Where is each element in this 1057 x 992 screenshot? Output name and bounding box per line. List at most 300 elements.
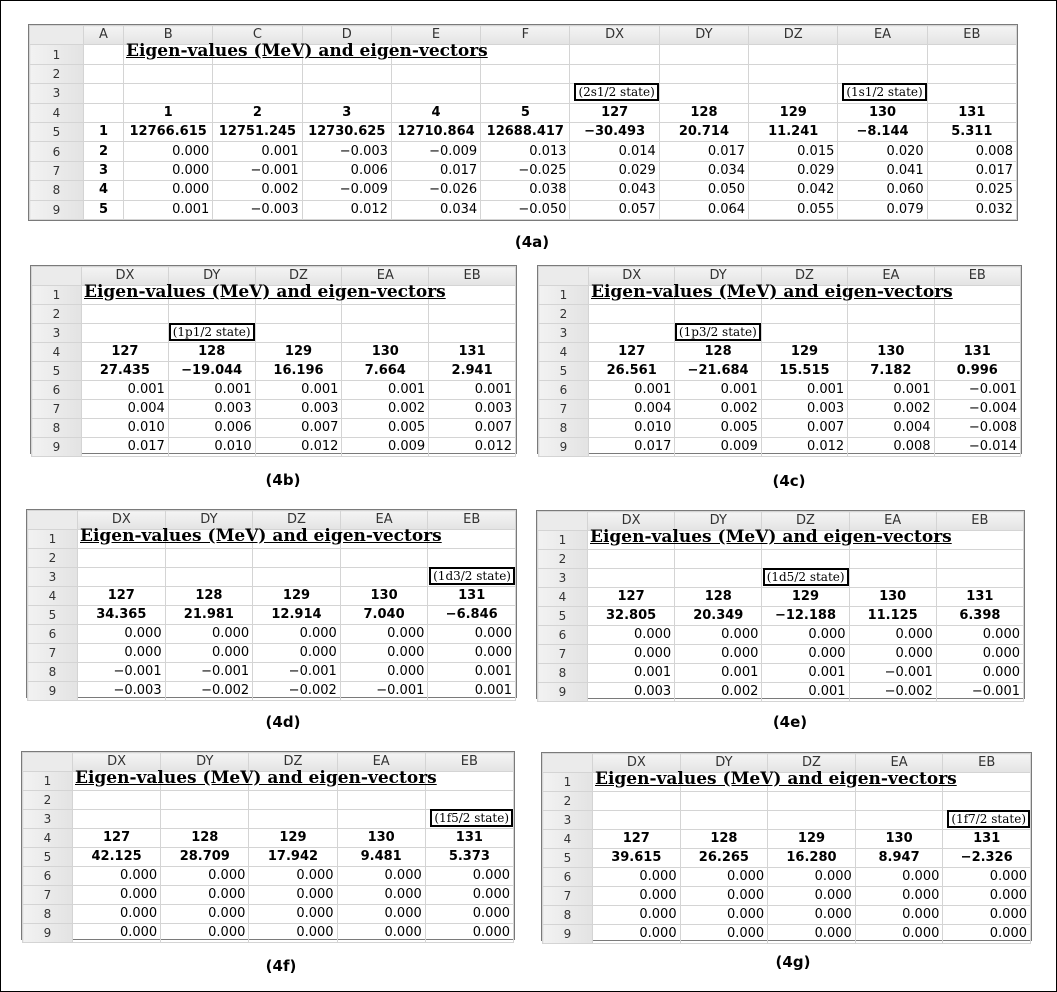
cell[interactable] <box>168 324 255 343</box>
row-header[interactable]: 6 <box>539 381 589 400</box>
row-header[interactable]: 3 <box>538 569 588 588</box>
state-index-header[interactable]: 131 <box>429 343 516 362</box>
state-index-header[interactable]: 4 <box>391 103 480 122</box>
cell[interactable] <box>340 549 428 568</box>
eigenvector-cell[interactable]: 0.000 <box>425 924 513 943</box>
eigenvalue-cell[interactable]: 28.709 <box>161 848 249 867</box>
column-header-dz[interactable]: DZ <box>249 753 337 772</box>
row-header[interactable]: 7 <box>539 400 589 419</box>
eigenvalue-cell[interactable]: −21.684 <box>675 362 761 381</box>
column-header-eb[interactable]: EB <box>428 511 516 530</box>
row-header[interactable]: 7 <box>32 400 82 419</box>
column-header-dx[interactable]: DX <box>78 511 166 530</box>
cell[interactable] <box>342 305 429 324</box>
state-index-header[interactable]: 130 <box>848 343 934 362</box>
eigenvalue-cell[interactable]: 12766.615 <box>124 122 213 141</box>
row-header[interactable]: 3 <box>23 810 73 829</box>
eigenvector-cell[interactable]: 0.000 <box>675 645 762 664</box>
cell[interactable] <box>934 305 1020 324</box>
cell[interactable] <box>589 305 675 324</box>
cell[interactable] <box>82 324 169 343</box>
cell[interactable] <box>659 45 748 64</box>
row-header[interactable]: 1 <box>543 773 593 792</box>
cell[interactable] <box>481 84 570 103</box>
eigenvector-cell[interactable]: 0.000 <box>253 644 341 663</box>
cell[interactable] <box>337 791 425 810</box>
eigenvector-cell[interactable]: 0.000 <box>249 886 337 905</box>
eigenvector-cell[interactable]: 0.000 <box>849 626 936 645</box>
eigenvector-cell[interactable]: 0.017 <box>659 142 748 161</box>
row-header[interactable]: 8 <box>539 419 589 438</box>
row-header[interactable]: 9 <box>28 682 78 701</box>
row-header[interactable]: 8 <box>30 181 84 200</box>
eigenvector-cell[interactable]: 0.013 <box>481 142 570 161</box>
eigenvector-cell[interactable]: 0.000 <box>943 925 1031 944</box>
column-header-ea[interactable]: EA <box>342 267 429 286</box>
cell[interactable] <box>78 568 166 587</box>
eigenvector-cell[interactable]: 0.002 <box>342 400 429 419</box>
eigenvector-cell[interactable]: 0.000 <box>124 142 213 161</box>
corner-cell[interactable] <box>23 753 73 772</box>
cell[interactable] <box>927 64 1016 83</box>
eigenvector-cell[interactable]: 0.000 <box>73 905 161 924</box>
eigenvector-cell[interactable]: −0.001 <box>253 663 341 682</box>
row-header[interactable]: 7 <box>23 886 73 905</box>
cell-col-a[interactable] <box>84 103 124 122</box>
cell[interactable] <box>82 282 446 305</box>
eigenvector-cell[interactable]: 0.015 <box>749 142 838 161</box>
eigenvector-cell[interactable]: 0.000 <box>337 886 425 905</box>
eigenvector-cell[interactable]: 0.003 <box>588 683 675 702</box>
eigenvector-cell[interactable]: 0.000 <box>161 867 249 886</box>
cell[interactable] <box>481 45 570 64</box>
column-header-dx[interactable]: DX <box>570 26 659 45</box>
eigenvector-cell[interactable]: 0.000 <box>680 925 768 944</box>
eigenvalue-cell[interactable]: −12.188 <box>762 607 849 626</box>
eigenvalue-cell[interactable]: 5.311 <box>927 122 1016 141</box>
column-header-f[interactable]: F <box>481 26 570 45</box>
row-header[interactable]: 5 <box>539 362 589 381</box>
column-header-dy[interactable]: DY <box>680 754 768 773</box>
cell-col-a[interactable]: 4 <box>84 181 124 200</box>
eigenvalue-cell[interactable]: 26.561 <box>589 362 675 381</box>
eigenvector-cell[interactable]: 0.034 <box>391 200 480 219</box>
eigenvector-cell[interactable]: 0.060 <box>838 181 927 200</box>
row-header[interactable]: 2 <box>539 305 589 324</box>
row-header[interactable]: 5 <box>23 848 73 867</box>
eigenvector-cell[interactable]: −0.003 <box>78 682 166 701</box>
row-header[interactable]: 4 <box>28 587 78 606</box>
eigenvector-cell[interactable]: 0.000 <box>768 906 856 925</box>
eigenvector-cell[interactable]: 0.038 <box>481 181 570 200</box>
cell[interactable] <box>934 324 1020 343</box>
eigenvector-cell[interactable]: −0.001 <box>165 663 253 682</box>
state-index-header[interactable]: 128 <box>675 588 762 607</box>
eigenvector-cell[interactable]: 0.000 <box>680 906 768 925</box>
eigenvector-cell[interactable]: 0.043 <box>570 181 659 200</box>
cell[interactable] <box>429 305 516 324</box>
eigenvector-cell[interactable]: 0.079 <box>838 200 927 219</box>
corner-cell[interactable] <box>543 754 593 773</box>
eigenvector-cell[interactable]: 0.001 <box>762 683 849 702</box>
row-header[interactable]: 3 <box>539 324 589 343</box>
eigenvector-cell[interactable]: 0.000 <box>768 925 856 944</box>
eigenvalue-cell[interactable]: 8.947 <box>855 849 943 868</box>
column-header-dy[interactable]: DY <box>161 753 249 772</box>
eigenvector-cell[interactable]: 0.005 <box>675 419 761 438</box>
column-header-eb[interactable]: EB <box>936 512 1023 531</box>
eigenvector-cell[interactable]: 0.000 <box>425 886 513 905</box>
eigenvector-cell[interactable]: 0.000 <box>680 887 768 906</box>
eigenvector-cell[interactable]: 0.032 <box>927 200 1016 219</box>
state-index-header[interactable]: 3 <box>302 103 391 122</box>
eigenvalue-cell[interactable]: 7.040 <box>340 606 428 625</box>
row-header[interactable]: 8 <box>23 905 73 924</box>
eigenvector-cell[interactable]: 0.000 <box>675 626 762 645</box>
eigenvector-cell[interactable]: 0.029 <box>570 161 659 180</box>
cell[interactable] <box>342 324 429 343</box>
row-header[interactable]: 5 <box>538 607 588 626</box>
eigenvector-cell[interactable]: 0.000 <box>428 644 516 663</box>
eigenvector-cell[interactable]: 0.008 <box>927 142 1016 161</box>
corner-cell[interactable] <box>32 267 82 286</box>
state-index-header[interactable]: 127 <box>593 830 681 849</box>
column-header-ea[interactable]: EA <box>855 754 943 773</box>
eigenvector-cell[interactable]: 0.000 <box>593 906 681 925</box>
cell[interactable] <box>73 791 161 810</box>
corner-cell[interactable] <box>539 267 589 286</box>
column-header-dz[interactable]: DZ <box>768 754 856 773</box>
eigenvalue-cell[interactable]: 16.280 <box>768 849 856 868</box>
eigenvector-cell[interactable]: 0.000 <box>124 181 213 200</box>
cell[interactable] <box>425 810 513 829</box>
cell[interactable] <box>762 569 849 588</box>
column-header-eb[interactable]: EB <box>927 26 1016 45</box>
eigenvector-cell[interactable]: 0.004 <box>82 400 169 419</box>
row-header[interactable]: 9 <box>538 683 588 702</box>
cell[interactable] <box>680 811 768 830</box>
cell[interactable] <box>848 305 934 324</box>
state-index-header[interactable]: 128 <box>659 103 748 122</box>
eigenvalue-cell[interactable]: −6.846 <box>428 606 516 625</box>
eigenvalue-cell[interactable]: 7.182 <box>848 362 934 381</box>
column-header-ea[interactable]: EA <box>848 267 934 286</box>
column-header-dz[interactable]: DZ <box>253 511 341 530</box>
state-index-header[interactable]: 129 <box>761 343 847 362</box>
cell[interactable] <box>593 811 681 830</box>
eigenvector-cell[interactable]: 0.002 <box>675 683 762 702</box>
column-header-eb[interactable]: EB <box>425 753 513 772</box>
eigenvalue-cell[interactable]: 12.914 <box>253 606 341 625</box>
row-header[interactable]: 6 <box>538 626 588 645</box>
column-header-dx[interactable]: DX <box>593 754 681 773</box>
eigenvector-cell[interactable]: −0.050 <box>481 200 570 219</box>
state-index-header[interactable]: 130 <box>340 587 428 606</box>
eigenvector-cell[interactable]: −0.001 <box>340 682 428 701</box>
column-header-dz[interactable]: DZ <box>255 267 342 286</box>
state-index-header[interactable]: 130 <box>855 830 943 849</box>
row-header[interactable]: 2 <box>538 550 588 569</box>
eigenvalue-cell[interactable]: 11.241 <box>749 122 838 141</box>
state-index-header[interactable]: 128 <box>680 830 768 849</box>
state-index-header[interactable]: 129 <box>749 103 838 122</box>
eigenvector-cell[interactable]: 0.009 <box>342 438 429 457</box>
eigenvector-cell[interactable]: 0.000 <box>593 925 681 944</box>
cell[interactable] <box>249 791 337 810</box>
row-header[interactable]: 1 <box>23 772 73 791</box>
eigenvector-cell[interactable]: 0.010 <box>82 419 169 438</box>
row-header[interactable]: 1 <box>32 286 82 305</box>
eigenvector-cell[interactable]: 0.001 <box>761 381 847 400</box>
cell[interactable] <box>675 324 761 343</box>
state-index-header[interactable]: 1 <box>124 103 213 122</box>
eigenvector-cell[interactable]: 0.001 <box>675 664 762 683</box>
row-header[interactable]: 2 <box>28 549 78 568</box>
cell[interactable] <box>749 64 838 83</box>
eigenvector-cell[interactable]: 0.012 <box>429 438 516 457</box>
cell[interactable] <box>680 792 768 811</box>
row-header[interactable]: 6 <box>28 625 78 644</box>
eigenvector-cell[interactable]: 0.000 <box>425 867 513 886</box>
cell[interactable] <box>213 64 302 83</box>
eigenvector-cell[interactable]: 0.000 <box>78 625 166 644</box>
cell[interactable] <box>927 45 1016 64</box>
eigenvector-cell[interactable]: 0.000 <box>936 664 1023 683</box>
cell[interactable] <box>570 84 659 103</box>
cell[interactable] <box>429 324 516 343</box>
row-header[interactable]: 6 <box>543 868 593 887</box>
row-header[interactable]: 7 <box>538 645 588 664</box>
cell[interactable] <box>593 792 681 811</box>
cell[interactable] <box>675 569 762 588</box>
cell[interactable] <box>255 305 342 324</box>
eigenvector-cell[interactable]: 0.001 <box>168 381 255 400</box>
cell[interactable] <box>340 568 428 587</box>
state-index-header[interactable]: 129 <box>762 588 849 607</box>
eigenvalue-cell[interactable]: 21.981 <box>165 606 253 625</box>
cell[interactable] <box>927 84 1016 103</box>
row-header[interactable]: 2 <box>543 792 593 811</box>
row-header[interactable]: 1 <box>538 531 588 550</box>
state-index-header[interactable]: 129 <box>255 343 342 362</box>
cell[interactable] <box>391 84 480 103</box>
eigenvector-cell[interactable]: 0.002 <box>848 400 934 419</box>
row-header[interactable]: 4 <box>30 103 84 122</box>
eigenvector-cell[interactable]: 0.000 <box>78 644 166 663</box>
cell[interactable] <box>749 84 838 103</box>
eigenvector-cell[interactable]: 0.004 <box>848 419 934 438</box>
eigenvector-cell[interactable]: −0.003 <box>213 200 302 219</box>
cell[interactable] <box>570 45 659 64</box>
eigenvector-cell[interactable]: −0.026 <box>391 181 480 200</box>
row-header[interactable]: 4 <box>539 343 589 362</box>
eigenvector-cell[interactable]: 0.000 <box>855 906 943 925</box>
eigenvector-cell[interactable]: −0.002 <box>253 682 341 701</box>
eigenvector-cell[interactable]: 0.000 <box>588 626 675 645</box>
eigenvector-cell[interactable]: 0.009 <box>675 438 761 457</box>
eigenvector-cell[interactable]: 0.001 <box>848 381 934 400</box>
eigenvalue-cell[interactable]: −30.493 <box>570 122 659 141</box>
eigenvector-cell[interactable]: 0.000 <box>124 161 213 180</box>
eigenvector-cell[interactable]: 0.057 <box>570 200 659 219</box>
state-index-header[interactable]: 127 <box>588 588 675 607</box>
row-header[interactable]: 3 <box>30 84 84 103</box>
eigenvector-cell[interactable]: 0.007 <box>761 419 847 438</box>
cell[interactable] <box>589 324 675 343</box>
cell[interactable] <box>768 811 856 830</box>
cell-col-a[interactable] <box>84 84 124 103</box>
row-header[interactable]: 4 <box>538 588 588 607</box>
cell[interactable] <box>428 568 516 587</box>
eigenvector-cell[interactable]: 0.001 <box>589 381 675 400</box>
state-index-header[interactable]: 127 <box>570 103 659 122</box>
eigenvector-cell[interactable]: 0.012 <box>302 200 391 219</box>
state-index-header[interactable]: 131 <box>943 830 1031 849</box>
eigenvalue-cell[interactable]: 16.196 <box>255 362 342 381</box>
eigenvector-cell[interactable]: 0.001 <box>762 664 849 683</box>
cell[interactable] <box>253 549 341 568</box>
state-index-header[interactable]: 2 <box>213 103 302 122</box>
cell[interactable] <box>124 64 213 83</box>
cell[interactable] <box>124 41 488 64</box>
eigenvector-cell[interactable]: 0.002 <box>675 400 761 419</box>
cell[interactable] <box>943 792 1031 811</box>
row-header[interactable]: 9 <box>539 438 589 457</box>
eigenvector-cell[interactable]: 0.001 <box>82 381 169 400</box>
eigenvalue-cell[interactable]: 27.435 <box>82 362 169 381</box>
cell[interactable] <box>337 810 425 829</box>
cell[interactable] <box>588 550 675 569</box>
eigenvalue-cell[interactable]: 34.365 <box>78 606 166 625</box>
eigenvalue-cell[interactable]: 32.805 <box>588 607 675 626</box>
column-header-ea[interactable]: EA <box>849 512 936 531</box>
cell[interactable] <box>570 64 659 83</box>
column-header-e[interactable]: E <box>391 26 480 45</box>
eigenvector-cell[interactable]: 0.000 <box>340 625 428 644</box>
column-header-dy[interactable]: DY <box>165 511 253 530</box>
state-index-header[interactable]: 127 <box>78 587 166 606</box>
cell[interactable] <box>249 810 337 829</box>
column-header-dz[interactable]: DZ <box>762 512 849 531</box>
cell-col-a[interactable] <box>84 64 124 83</box>
cell[interactable] <box>82 305 169 324</box>
eigenvector-cell[interactable]: 0.000 <box>161 924 249 943</box>
eigenvalue-cell[interactable]: 5.373 <box>425 848 513 867</box>
cell[interactable] <box>73 768 437 791</box>
eigenvalue-cell[interactable]: 12730.625 <box>302 122 391 141</box>
eigenvector-cell[interactable]: −0.001 <box>213 161 302 180</box>
eigenvector-cell[interactable]: 0.017 <box>589 438 675 457</box>
row-header[interactable]: 5 <box>28 606 78 625</box>
eigenvector-cell[interactable]: 0.000 <box>936 626 1023 645</box>
row-header[interactable]: 4 <box>32 343 82 362</box>
eigenvector-cell[interactable]: 0.000 <box>161 905 249 924</box>
eigenvector-cell[interactable]: 0.010 <box>168 438 255 457</box>
row-header[interactable]: 9 <box>32 438 82 457</box>
eigenvalue-cell[interactable]: 15.515 <box>761 362 847 381</box>
eigenvector-cell[interactable]: 0.000 <box>855 925 943 944</box>
row-header[interactable]: 3 <box>32 324 82 343</box>
cell[interactable] <box>425 791 513 810</box>
eigenvalue-cell[interactable]: 39.615 <box>593 849 681 868</box>
cell[interactable] <box>255 324 342 343</box>
eigenvector-cell[interactable]: 0.005 <box>342 419 429 438</box>
eigenvector-cell[interactable]: 0.000 <box>73 924 161 943</box>
state-index-header[interactable]: 128 <box>161 829 249 848</box>
eigenvector-cell[interactable]: −0.009 <box>391 142 480 161</box>
row-header[interactable]: 5 <box>30 122 84 141</box>
state-index-header[interactable]: 129 <box>768 830 856 849</box>
row-header[interactable]: 7 <box>28 644 78 663</box>
eigenvalue-cell[interactable]: 17.942 <box>249 848 337 867</box>
eigenvector-cell[interactable]: 0.017 <box>391 161 480 180</box>
cell[interactable] <box>391 64 480 83</box>
eigenvector-cell[interactable]: 0.000 <box>593 887 681 906</box>
eigenvector-cell[interactable]: 0.003 <box>255 400 342 419</box>
column-header-dx[interactable]: DX <box>589 267 675 286</box>
row-header[interactable]: 5 <box>543 849 593 868</box>
state-index-header[interactable]: 129 <box>249 829 337 848</box>
eigenvector-cell[interactable]: 0.000 <box>337 867 425 886</box>
eigenvector-cell[interactable]: 0.000 <box>165 625 253 644</box>
state-index-header[interactable]: 130 <box>838 103 927 122</box>
eigenvector-cell[interactable]: 0.001 <box>255 381 342 400</box>
row-header[interactable]: 1 <box>539 286 589 305</box>
eigenvector-cell[interactable]: 0.001 <box>124 200 213 219</box>
corner-cell[interactable] <box>538 512 588 531</box>
row-header[interactable]: 5 <box>32 362 82 381</box>
eigenvector-cell[interactable]: 0.029 <box>749 161 838 180</box>
eigenvector-cell[interactable]: 0.000 <box>428 625 516 644</box>
eigenvector-cell[interactable]: 0.017 <box>927 161 1016 180</box>
state-index-header[interactable]: 131 <box>934 343 1020 362</box>
eigenvector-cell[interactable]: 0.000 <box>680 868 768 887</box>
state-index-header[interactable]: 131 <box>936 588 1023 607</box>
cell[interactable] <box>73 810 161 829</box>
cell[interactable] <box>675 305 761 324</box>
cell[interactable] <box>849 569 936 588</box>
row-header[interactable]: 6 <box>32 381 82 400</box>
state-index-header[interactable]: 131 <box>927 103 1016 122</box>
cell[interactable] <box>161 791 249 810</box>
eigenvector-cell[interactable]: 0.000 <box>762 645 849 664</box>
cell[interactable] <box>253 568 341 587</box>
eigenvector-cell[interactable]: 0.000 <box>943 887 1031 906</box>
eigenvector-cell[interactable]: 0.001 <box>342 381 429 400</box>
eigenvector-cell[interactable]: 0.001 <box>213 142 302 161</box>
eigenvector-cell[interactable]: 0.000 <box>165 644 253 663</box>
eigenvector-cell[interactable]: 0.000 <box>943 906 1031 925</box>
column-header-eb[interactable]: EB <box>429 267 516 286</box>
row-header[interactable]: 9 <box>23 924 73 943</box>
state-index-header[interactable]: 131 <box>428 587 516 606</box>
row-header[interactable]: 1 <box>28 530 78 549</box>
cell[interactable] <box>749 45 838 64</box>
eigenvector-cell[interactable]: 0.002 <box>213 181 302 200</box>
cell-col-a[interactable]: 5 <box>84 200 124 219</box>
row-header[interactable]: 6 <box>23 867 73 886</box>
state-index-header[interactable]: 130 <box>849 588 936 607</box>
eigenvalue-cell[interactable]: 12710.864 <box>391 122 480 141</box>
cell[interactable] <box>761 305 847 324</box>
row-header[interactable]: 2 <box>30 64 84 83</box>
eigenvector-cell[interactable]: −0.008 <box>934 419 1020 438</box>
eigenvector-cell[interactable]: 0.000 <box>340 644 428 663</box>
eigenvector-cell[interactable]: 0.007 <box>255 419 342 438</box>
eigenvector-cell[interactable]: 0.000 <box>855 868 943 887</box>
row-header[interactable]: 4 <box>23 829 73 848</box>
eigenvector-cell[interactable]: 0.020 <box>838 142 927 161</box>
